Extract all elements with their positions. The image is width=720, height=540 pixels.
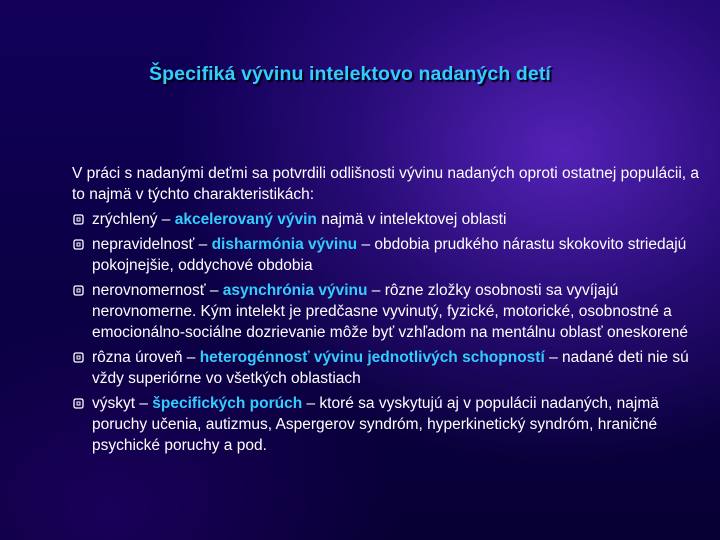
bullet-list [72,209,712,456]
bullet-item [72,347,712,389]
bullet-rest: – nadané deti nie sú vždy superiórne vo všetkých oblastiach [92,349,689,387]
loop-bullet-icon [72,351,85,364]
bullet-highlight: disharmónia vývinu [211,236,358,253]
loop-bullet-icon [72,284,85,297]
bullet-rest: – ktoré sa vyskytujú aj v populácii nadaných, najmä poruchy učenia, autizmus, Aspergerov syndróm, hyperkinetický syndróm, hraničné psychické poruchy a pod. [92,395,659,454]
bullet-highlight: akcelerovaný vývin [174,211,317,228]
bullet-rest: najmä v intelektovej oblasti [316,211,507,228]
bullet-item [72,209,712,230]
intro-paragraph: V práci s nadanými deťmi sa potvrdili odlišnosti vývinu nadaných oproti ostatnej populácii, a to najmä v týchto charakteristikách: [72,165,700,203]
bullet-highlight: heterogénnosť vývinu jednotlivých schopností [199,349,545,366]
bullet-rest: – rôzne zložky osobnosti sa vyvíjajú nerovnomerne. Kým intelekt je predčasne vyvinutý, fyzické, motorické, osobnostné a emocionálno-sociálne dozrievanie môže byť vzhľadom na mentálnu oblasť oneskorené [92,282,689,341]
bullet-lead: nerovnomernosť – [92,282,223,299]
slide-title: Špecifiká vývinu intelektovo nadaných detí [149,63,551,85]
bullet-rest: – obdobia prudkého nárastu skokovito striedajú pokojnejšie, oddychové obdobia [92,236,687,274]
bullet-highlight: špecifických porúch [152,395,303,412]
bullet-lead: rôzna úroveň – [92,349,200,366]
bullet-highlight: asynchrónia vývinu [222,282,368,299]
loop-bullet-icon [72,238,85,251]
bullet-item [72,280,712,343]
loop-bullet-icon [72,213,85,226]
slide-content [72,163,712,460]
bullet-lead: výskyt – [92,395,153,412]
bullet-lead: zrýchlený – [92,211,175,228]
loop-bullet-icon [72,397,85,410]
bullet-item [72,234,712,276]
bullet-lead: nepravidelnosť – [92,236,212,253]
bullet-item [72,393,712,456]
